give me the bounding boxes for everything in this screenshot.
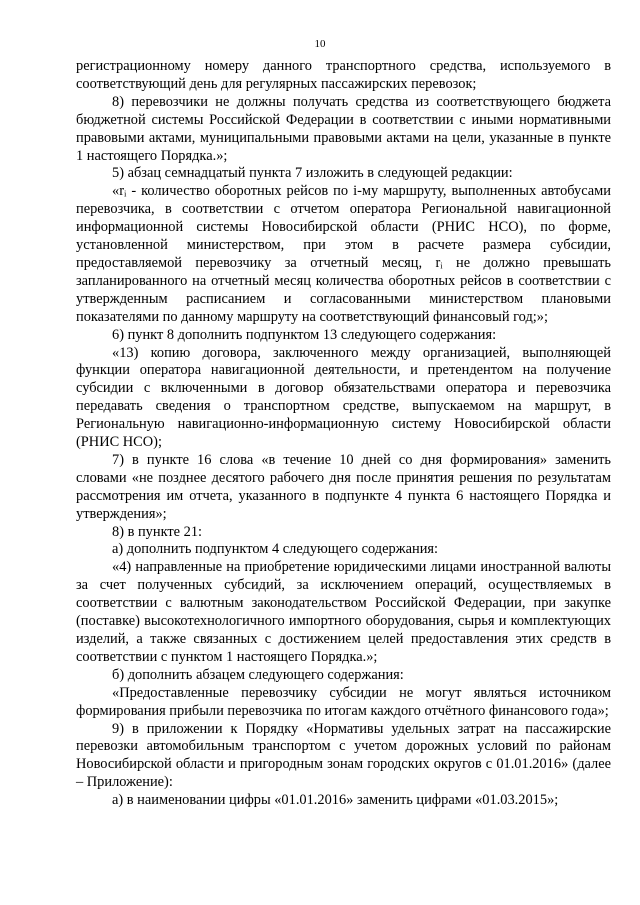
paragraph: «13) копию договора, заключенного между организацией, выполняющей функции оператора навигационной деятельности, и претендентом на получение субсидии с включенными в договор обязательствами оператора и перевозчика передавать сведения о транспортном средстве, выпускаемом на маршрут, в Региональную навигационно-информационную систему Новосибирской области (РНИС НСО); bbox=[76, 344, 611, 451]
document-body bbox=[76, 58, 611, 810]
paragraph: 9) в приложении к Порядку «Нормативы удельных затрат на пассажирские перевозки автомобильным транспортом с учетом дорожных условий по районам Новосибирской области и пригородным зонам городских округов с 01.01.2016» (далее – Приложение): bbox=[76, 720, 611, 791]
paragraph: 7) в пункте 16 слова «в течение 10 дней со дня формирования» заменить словами «не позднее десятого рабочего дня после принятия решения по результатам рассмотрения им отчета, указанного в подпункте 4 пункта 6 настоящего Порядка и утверждения»; bbox=[76, 451, 611, 522]
paragraph: «Предоставленные перевозчику субсидии не могут являться источником формирования прибыли перевозчика по итогам каждого отчётного финансового года»; bbox=[76, 684, 611, 719]
paragraph: 8) в пункте 21: bbox=[112, 523, 203, 540]
paragraph: «4) направленные на приобретение юридическими лицами иностранной валюты за счет полученных субсидий, за исключением операций, осуществляемых в соответствии с валютным законодательством Российской Федерации, при закупке (поставке) высокотехнологичного импортного оборудования, сырья и комплектующих изделий, а также связанных с достижением целей предоставления этих средств в соответствии с пунктом 1 настоящего Порядка.»; bbox=[76, 559, 611, 665]
paragraph: а) в наименовании цифры «01.01.2016» заменить цифрами «01.03.2015»; bbox=[112, 792, 559, 809]
paragraph: 6) пункт 8 дополнить подпунктом 13 следующего содержания: bbox=[112, 326, 497, 343]
paragraph: «rᵢ - количество оборотных рейсов по i-му маршруту, выполненных автобусами перевозчика, в соответствии с отчетом оператора Региональной навигационной информационной системы Новосибирской области (РНИС НСО), по форме, установленной министерством, при этом в расчете размера субсидии, предоставляемой перевозчику за отчетный месяц, rᵢ не должно превышать запланированного на отчетный месяц количества оборотных рейсов в соответствии с утвержденным расписанием и согласованными министерством плановыми показателями по данному маршруту на соответствующий финансовый год;»; bbox=[76, 183, 611, 325]
paragraph: 8) перевозчики не должны получать средства из соответствующего бюджета бюджетной системы Российской Федерации в соответствии с иными нормативными правовыми актами, муниципальными правовыми актами на цели, указанные в пункте 1 настоящего Порядка.»; bbox=[76, 93, 611, 164]
paragraph: а) дополнить подпунктом 4 следующего содержания: bbox=[112, 541, 439, 558]
paragraph: регистрационному номеру данного транспортного средства, используемого в соответствующий день для регулярных пассажирских перевозок; bbox=[76, 58, 611, 92]
paragraph: 5) абзац семнадцатый пункта 7 изложить в следующей редакции: bbox=[112, 165, 513, 182]
page-number: 10 bbox=[314, 38, 326, 50]
paragraph: б) дополнить абзацем следующего содержания: bbox=[112, 666, 404, 683]
